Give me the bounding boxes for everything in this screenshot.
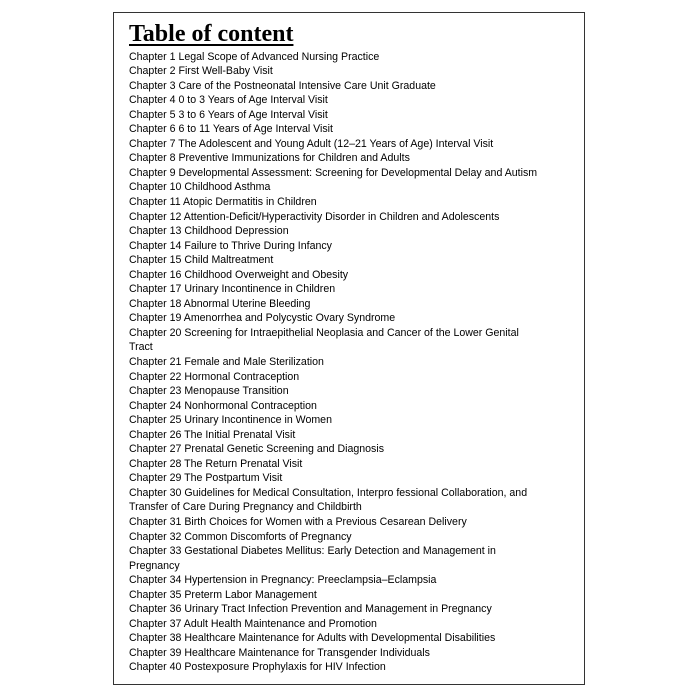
toc-line: Tract <box>129 341 153 354</box>
toc-line: Transfer of Care During Pregnancy and Childbirth <box>129 501 362 514</box>
toc-line: Chapter 26 The Initial Prenatal Visit <box>129 428 296 441</box>
toc-line: Chapter 12 Attention-Deficit/Hyperactivity Disorder in Children and Adolescents <box>129 210 500 223</box>
toc-line: Chapter 36 Urinary Tract Infection Prevention and Management in Pregnancy <box>129 603 492 616</box>
table-of-contents <box>129 50 585 676</box>
toc-line: Chapter 22 Hormonal Contraception <box>129 370 300 383</box>
toc-line: Chapter 40 Postexposure Prophylaxis for HIV Infection <box>129 661 386 674</box>
toc-line: Chapter 25 Urinary Incontinence in Women <box>129 414 332 427</box>
toc-line: Chapter 19 Amenorrhea and Polycystic Ovary Syndrome <box>129 312 396 325</box>
toc-line: Chapter 28 The Return Prenatal Visit <box>129 457 303 470</box>
toc-line: Chapter 4 0 to 3 Years of Age Interval Visit <box>129 94 328 107</box>
toc-line: Chapter 2 First Well-Baby Visit <box>129 65 273 78</box>
toc-line: Chapter 21 Female and Male Sterilization <box>129 355 324 368</box>
toc-line: Chapter 15 Child Maltreatment <box>129 254 274 267</box>
toc-line: Chapter 11 Atopic Dermatitis in Children <box>129 195 317 208</box>
toc-line: Chapter 30 Guidelines for Medical Consultation, Interpro fessional Collaboration, and <box>129 486 528 499</box>
toc-line: Chapter 7 The Adolescent and Young Adult (12–21 Years of Age) Interval Visit <box>129 137 494 150</box>
page-title: Table of content <box>129 21 294 47</box>
toc-line: Chapter 29 The Postpartum Visit <box>129 472 283 485</box>
toc-line: Chapter 14 Failure to Thrive During Infancy <box>129 239 332 252</box>
toc-line: Chapter 23 Menopause Transition <box>129 385 289 398</box>
toc-line: Chapter 9 Developmental Assessment: Screening for Developmental Delay and Autism <box>129 166 538 179</box>
toc-line: Chapter 35 Preterm Labor Management <box>129 588 317 601</box>
toc-line: Chapter 10 Childhood Asthma <box>129 181 271 194</box>
toc-line: Chapter 18 Abnormal Uterine Bleeding <box>129 297 311 310</box>
toc-line: Chapter 6 6 to 11 Years of Age Interval Visit <box>129 123 333 136</box>
toc-line: Chapter 3 Care of the Postneonatal Intensive Care Unit Graduate <box>129 79 436 92</box>
toc-line: Chapter 1 Legal Scope of Advanced Nursing Practice <box>129 50 380 63</box>
toc-line: Pregnancy <box>129 559 180 572</box>
toc-line: Chapter 34 Hypertension in Pregnancy: Preeclampsia–Eclampsia <box>129 574 437 587</box>
toc-line: Chapter 8 Preventive Immunizations for Children and Adults <box>129 152 410 165</box>
toc-line: Chapter 31 Birth Choices for Women with a Previous Cesarean Delivery <box>129 516 467 528</box>
toc-line: Chapter 33 Gestational Diabetes Mellitus: Early Detection and Management in <box>129 545 496 558</box>
toc-line: Chapter 17 Urinary Incontinence in Children <box>129 283 336 296</box>
toc-line: Chapter 38 Healthcare Maintenance for Adults with Developmental Disabilities <box>129 632 496 645</box>
toc-line: Chapter 37 Adult Health Maintenance and Promotion <box>129 617 377 630</box>
toc-line: Chapter 16 Childhood Overweight and Obesity <box>129 268 349 281</box>
toc-line: Chapter 5 3 to 6 Years of Age Interval Visit <box>129 108 328 121</box>
toc-line: Chapter 20 Screening for Intraepithelial Neoplasia and Cancer of the Lower Genital <box>129 326 519 339</box>
toc-line: Chapter 32 Common Discomforts of Pregnancy <box>129 530 352 543</box>
toc-line: Chapter 24 Nonhormonal Contraception <box>129 399 317 412</box>
toc-line: Chapter 27 Prenatal Genetic Screening and Diagnosis <box>129 443 384 456</box>
toc-line: Chapter 39 Healthcare Maintenance for Transgender Individuals <box>129 646 430 659</box>
toc-line: Chapter 13 Childhood Depression <box>129 225 289 238</box>
